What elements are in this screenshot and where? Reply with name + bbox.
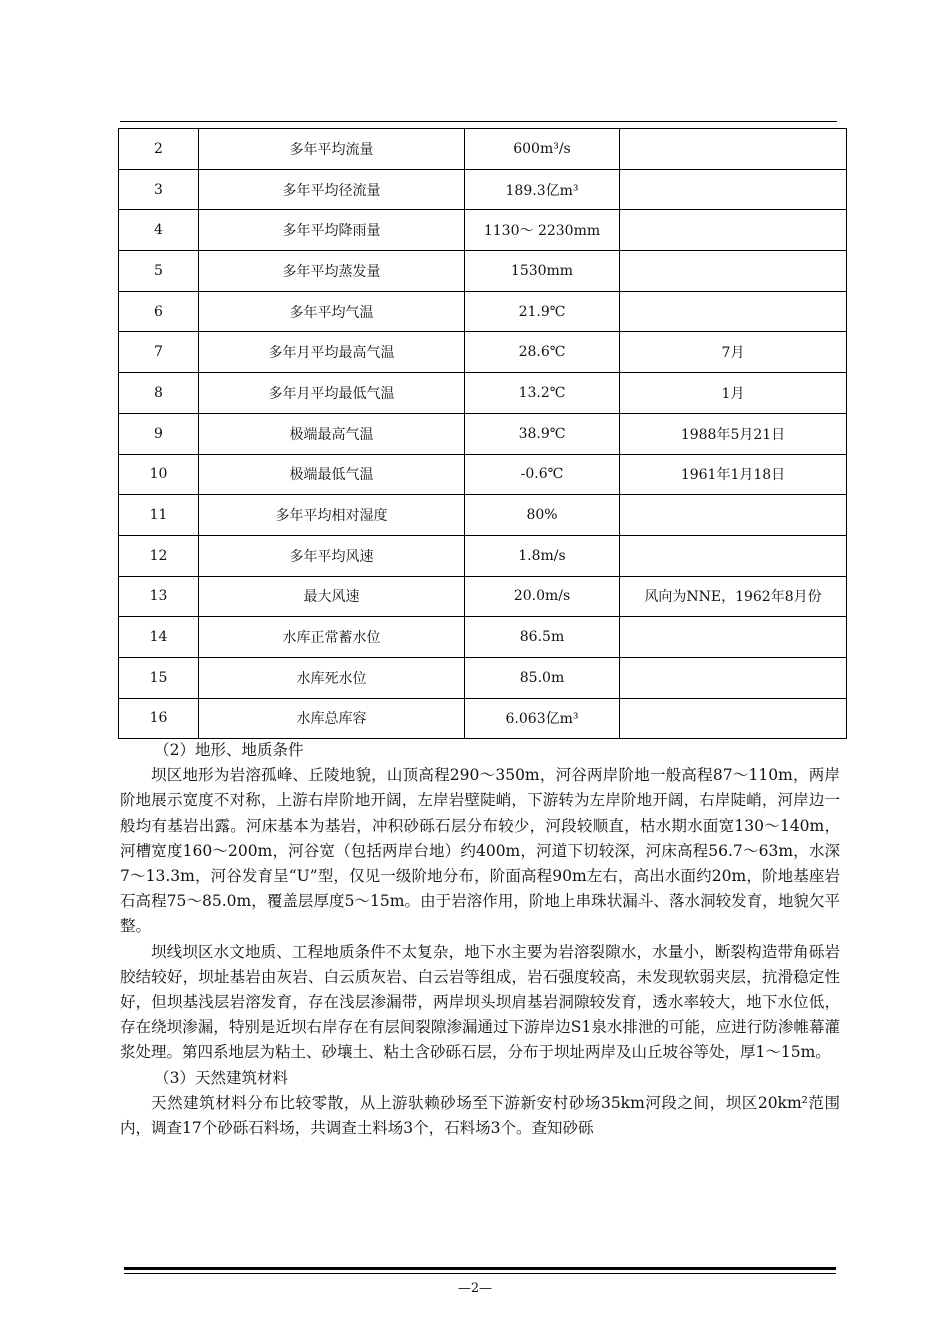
paragraph: 坝线坝区水文地质、工程地质条件不太复杂，地下水主要为岩溶裂隙水，水量小，断裂构造带角砾岩胶结较好，坝址基岩由灰岩、白云质灰岩、白云岩等组成，岩石强度较高，未发现软弱夹层，抗滑稳定性好，但坝基浅层岩溶发育，存在浅层渗漏带，两岸坝头坝肩基岩洞隙较发育，透水率较大，地下水位低，存在绕坝渗漏，特别是近坝右岸存在有层间裂隙渗漏通过下游岸边S1泉水排泄的可能，应进行防渗帷幕灌浆处理。第四系地层为粘土、砂壤土、粘土含砂砾石层，分布于坝址两岸及山丘坡谷等处，厚1～15m。 [120,942,840,1062]
cell-number: 6 [119,291,199,332]
cell-value: 28.6℃ [465,332,620,373]
paragraph: 坝区地形为岩溶孤峰、丘陵地貌，山顶高程290～350m，河谷两岸阶地一般高程87～110m，两岸阶地展示宽度不对称，上游右岸阶地开阔，左岸岩壁陡峭，下游转为左岸阶地开阔，右岸陡峭，河岸边一般均有基岩出露。河床基本为基岩，冲积砂砾石层分布较少，河段较顺直，枯水期水面宽130～140m，河槽宽度160～200m，河谷宽（包括两岸台地）约400m，河道下切较深，河床高程56.7～63m，水深7～13.3m，河谷发育呈“U”型，仅见一级阶地分布，阶面高程90m左右，高出水面约20m，阶地基座岩石高程75～85.0m，覆盖层厚度5～15m。由于岩溶作用，阶地上串珠状漏斗、落水洞较发育，地貌欠平整。 [120,766,840,936]
cell-note [620,617,847,658]
cell-number: 4 [119,210,199,251]
cell-value: 1530mm [465,251,620,292]
cell-number: 11 [119,495,199,536]
cell-value: 189.3亿m³ [465,169,620,210]
cell-item: 多年平均蒸发量 [199,251,465,292]
cell-number: 2 [119,129,199,170]
cell-note: 1988年5月21日 [620,413,847,454]
cell-item: 极端最低气温 [199,454,465,495]
cell-note: 风向为NNE，1962年8月份 [620,576,847,617]
cell-item: 多年平均相对湿度 [199,495,465,536]
table-row [119,617,847,658]
cell-item: 多年月平均最高气温 [199,332,465,373]
cell-number: 5 [119,251,199,292]
cell-number: 8 [119,373,199,414]
cell-note [620,210,847,251]
cell-item: 水库总库容 [199,698,465,739]
section-heading: （3）天然建筑材料 [154,1068,288,1087]
cell-number: 15 [119,657,199,698]
cell-value: 21.9℃ [465,291,620,332]
footer-rule-thick [124,1267,836,1270]
cell-note [620,495,847,536]
cell-item: 最大风速 [199,576,465,617]
hydrology-data-table [118,128,847,739]
table-row [119,251,847,292]
header-rule [120,121,837,122]
section-heading: （2）地形、地质条件 [154,741,304,759]
cell-item: 多年平均风速 [199,535,465,576]
cell-number: 16 [119,698,199,739]
cell-number: 10 [119,454,199,495]
table-row [119,210,847,251]
cell-item: 极端最高气温 [199,413,465,454]
cell-note [620,291,847,332]
cell-number: 12 [119,535,199,576]
cell-note [620,657,847,698]
cell-value: 85.0m [465,657,620,698]
cell-value: -0.6℃ [465,454,620,495]
footer-rule-thin [124,1273,836,1274]
cell-value: 20.0m/s [465,576,620,617]
cell-number: 9 [119,413,199,454]
cell-number: 13 [119,576,199,617]
table-row [119,413,847,454]
cell-note [620,251,847,292]
cell-value: 38.9℃ [465,413,620,454]
table-row [119,129,847,170]
cell-value: 80% [465,495,620,536]
cell-value: 6.063亿m³ [465,698,620,739]
cell-item: 多年月平均最低气温 [199,373,465,414]
cell-note [620,169,847,210]
cell-note [620,698,847,739]
body-text [120,738,840,1141]
table-row [119,535,847,576]
table-row [119,332,847,373]
cell-item: 多年平均径流量 [199,169,465,210]
table-row [119,373,847,414]
cell-item: 水库正常蓄水位 [199,617,465,658]
cell-value: 600m³/s [465,129,620,170]
cell-item: 水库死水位 [199,657,465,698]
cell-number: 3 [119,169,199,210]
table-row [119,169,847,210]
cell-value: 1.8m/s [465,535,620,576]
cell-number: 14 [119,617,199,658]
cell-item: 多年平均降雨量 [199,210,465,251]
cell-value: 1130～ 2230mm [465,210,620,251]
cell-note: 1961年1月18日 [620,454,847,495]
cell-note [620,535,847,576]
cell-note: 1月 [620,373,847,414]
table-row [119,454,847,495]
table-row [119,291,847,332]
table-body [119,129,847,739]
table-row [119,698,847,739]
cell-number: 7 [119,332,199,373]
cell-note [620,129,847,170]
page-number: —2— [457,1281,493,1296]
cell-item: 多年平均气温 [199,291,465,332]
table-row [119,495,847,536]
table-row [119,657,847,698]
cell-item: 多年平均流量 [199,129,465,170]
table-row [119,576,847,617]
cell-value: 86.5m [465,617,620,658]
cell-note: 7月 [620,332,847,373]
paragraph: 天然建筑材料分布比较零散，从上游驮赖砂场至下游新安村砂场35km河段之间，坝区20km²范围内，调查17个砂砾石料场，共调查土料场3个，石料场3个。查知砂砾 [120,1093,840,1138]
cell-value: 13.2℃ [465,373,620,414]
